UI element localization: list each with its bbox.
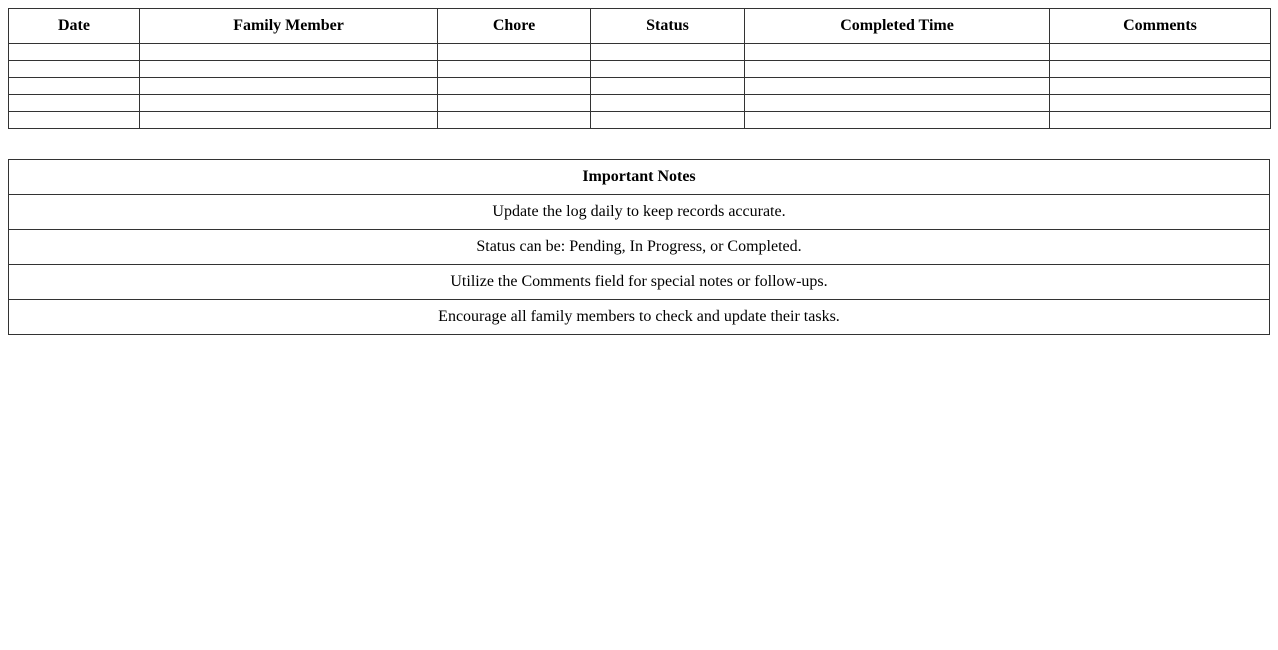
note-row xyxy=(9,265,1270,300)
cell-comments[interactable] xyxy=(1050,95,1271,112)
cell-completed-time[interactable] xyxy=(745,78,1050,95)
cell-chore[interactable] xyxy=(438,44,591,61)
column-header-family-member: Family Member xyxy=(140,9,438,44)
cell-comments[interactable] xyxy=(1050,112,1271,129)
note-item: Update the log daily to keep records accurate. xyxy=(9,195,1270,230)
cell-chore[interactable] xyxy=(438,61,591,78)
cell-comments[interactable] xyxy=(1050,61,1271,78)
note-row xyxy=(9,230,1270,265)
cell-chore[interactable] xyxy=(438,112,591,129)
cell-family-member[interactable] xyxy=(140,44,438,61)
cell-status[interactable] xyxy=(591,78,745,95)
column-header-date: Date xyxy=(9,9,140,44)
cell-chore[interactable] xyxy=(438,78,591,95)
table-row xyxy=(9,95,1271,112)
note-item: Status can be: Pending, In Progress, or Completed. xyxy=(9,230,1270,265)
note-item: Utilize the Comments field for special notes or follow-ups. xyxy=(9,265,1270,300)
cell-chore[interactable] xyxy=(438,95,591,112)
note-row xyxy=(9,195,1270,230)
cell-completed-time[interactable] xyxy=(745,112,1050,129)
cell-status[interactable] xyxy=(591,112,745,129)
cell-completed-time[interactable] xyxy=(745,61,1050,78)
column-header-chore: Chore xyxy=(438,9,591,44)
cell-date[interactable] xyxy=(9,78,140,95)
cell-status[interactable] xyxy=(591,61,745,78)
table-row xyxy=(9,78,1271,95)
notes-header-row xyxy=(9,160,1270,195)
cell-family-member[interactable] xyxy=(140,112,438,129)
cell-comments[interactable] xyxy=(1050,78,1271,95)
table-row xyxy=(9,112,1271,129)
cell-completed-time[interactable] xyxy=(745,95,1050,112)
table-header-row xyxy=(9,9,1271,44)
note-row xyxy=(9,300,1270,335)
table-row xyxy=(9,44,1271,61)
cell-status[interactable] xyxy=(591,95,745,112)
cell-date[interactable] xyxy=(9,112,140,129)
cell-family-member[interactable] xyxy=(140,95,438,112)
table-row xyxy=(9,61,1271,78)
column-header-completed-time: Completed Time xyxy=(745,9,1050,44)
cell-date[interactable] xyxy=(9,44,140,61)
chore-log-table xyxy=(8,8,1271,129)
important-notes-table xyxy=(8,159,1270,335)
column-header-status: Status xyxy=(591,9,745,44)
notes-title: Important Notes xyxy=(9,160,1270,195)
cell-comments[interactable] xyxy=(1050,44,1271,61)
cell-family-member[interactable] xyxy=(140,61,438,78)
cell-completed-time[interactable] xyxy=(745,44,1050,61)
cell-date[interactable] xyxy=(9,61,140,78)
cell-date[interactable] xyxy=(9,95,140,112)
note-item: Encourage all family members to check and update their tasks. xyxy=(9,300,1270,335)
cell-status[interactable] xyxy=(591,44,745,61)
column-header-comments: Comments xyxy=(1050,9,1271,44)
cell-family-member[interactable] xyxy=(140,78,438,95)
